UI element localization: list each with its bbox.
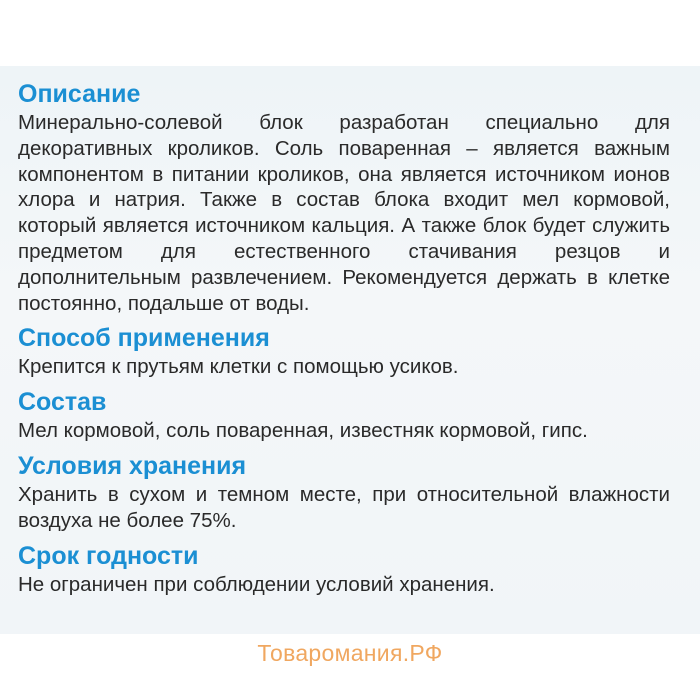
section-shelf-life [18,542,670,598]
section-heading: Состав [18,388,107,417]
section-heading: Условия хранения [18,451,247,480]
section-heading: Срок годности [18,541,199,570]
section-heading: Способ применения [18,324,270,353]
section-text: Минерально-солевой блок разработан специально для декоративных кроликов. Соль поваренная – является важным компонентом в питании кроликов, она является источником ионов хлора и натрия. Также в состав блока входит мел кормовой, который является источником кальция. А также блок будет служить предметом для естественного стачивания резцов и дополнительным развлечением. Рекомендуется держать в клетке постоянно, подальше от воды. [18,111,670,315]
section-description [18,80,670,316]
watermark-text: Товаромания.РФ [257,640,443,666]
section-text: Крепится к прутьям клетки с помощью усиков. [18,355,459,379]
section-storage [18,452,670,534]
section-heading: Описание [18,80,141,108]
section-composition [18,388,670,444]
section-text: Не ограничен при соблюдении условий хранения. [18,572,495,596]
section-text: Мел кормовой, соль поваренная, известняк кормовой, гипс. [18,419,588,443]
section-text: Хранить в сухом и темном месте, при относительной влажности воздуха не более 75%. [18,482,670,532]
section-usage [18,324,670,380]
product-info-card [0,66,700,634]
